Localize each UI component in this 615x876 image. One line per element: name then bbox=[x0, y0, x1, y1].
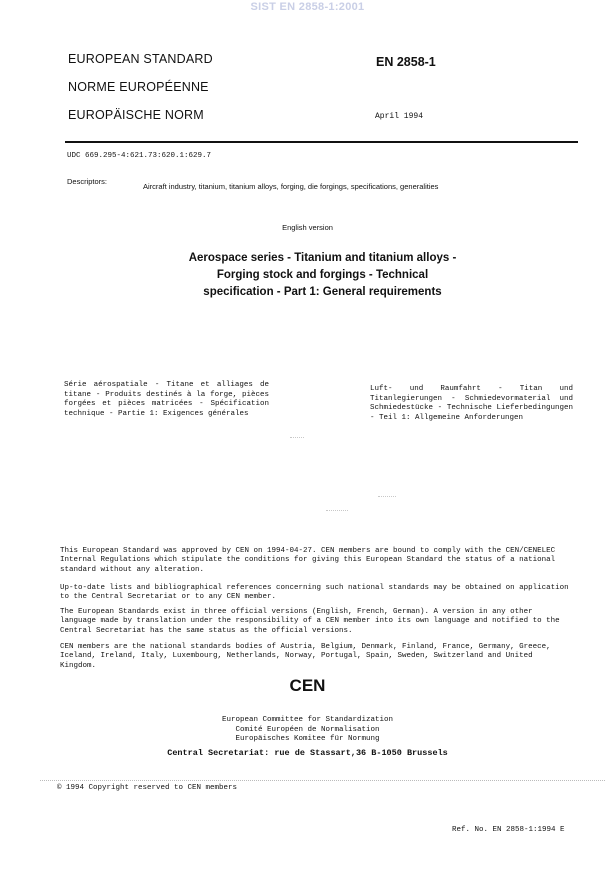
publication-date: April 1994 bbox=[375, 112, 424, 121]
central-secretariat: Central Secretariat: rue de Stassart,36 B-1050 Brussels bbox=[167, 748, 448, 758]
scan-speck bbox=[290, 437, 304, 438]
udc-code: UDC 669.295-4:621.73:620.1:629.7 bbox=[67, 152, 212, 160]
scan-speck bbox=[326, 510, 348, 511]
french-title: Série aérospatiale - Titane et alliages de titane - Produits destinés à la forge, pièces forgées et pièces matricées - Spécification technique - Partie 1: Exigences générales bbox=[64, 381, 269, 418]
approval-paragraph: This European Standard was approved by CEN on 1994-04-27. CEN members are bound to comply with the CEN/CENELEC Internal Regulations which stipulate the conditions for giving this European Standard the status of a national standard without any alteration. bbox=[60, 547, 556, 574]
versions-paragraph: The European Standards exist in three official versions (English, French, German). A version in any other language made by translation under the responsibility of a CEN member into its own language and notified to the Central Secretariat has the same status as the official versions. bbox=[60, 608, 560, 635]
cen-logo: CEN bbox=[289, 676, 326, 695]
members-paragraph: CEN members are the national standards bodies of Austria, Belgium, Denmark, Finland, France, Germany, Greece, Iceland, Ireland, Italy, Luxembourg, Netherlands, Norway, Portugal, Spain, Sweden, Switzerland and United Kingdom. bbox=[60, 643, 551, 670]
document-title bbox=[150, 250, 495, 301]
title-line: Forging stock and forgings - Technical bbox=[216, 269, 429, 281]
title-line: specification - Part 1: General requirements bbox=[203, 286, 442, 298]
header-europaische-norm: EUROPÄISCHE NORM bbox=[68, 108, 204, 122]
header-european-standard: EUROPEAN STANDARD bbox=[68, 52, 213, 66]
german-title: Luft- und Raumfahrt - Titan und Titanlegierungen - Schmiedevormaterial und Schmiedestücke - Technische Lieferbedingungen - Teil 1: Allgemeine Anforderungen bbox=[370, 385, 573, 422]
watermark: SIST EN 2858-1:2001 bbox=[250, 1, 365, 13]
header-rule bbox=[65, 141, 578, 143]
title-line: Aerospace series - Titanium and titanium alloys - bbox=[188, 252, 457, 264]
header-norme-europeenne: NORME EUROPÉENNE bbox=[68, 80, 209, 94]
org-name-en: European Committee for Standardization bbox=[221, 716, 394, 724]
cen-organization bbox=[0, 716, 615, 745]
copyright-notice: © 1994 Copyright reserved to CEN members bbox=[57, 784, 238, 792]
standard-number: EN 2858-1 bbox=[376, 55, 436, 69]
reference-number: Ref. No. EN 2858-1:1994 E bbox=[452, 826, 565, 834]
version-label: English version bbox=[282, 223, 333, 232]
descriptors-label: Descriptors: bbox=[67, 177, 108, 186]
org-name-de: Europäisches Komitee für Normung bbox=[235, 735, 380, 743]
org-name-fr: Comité Européen de Normalisation bbox=[235, 725, 380, 734]
descriptors-text: Aircraft industry, titanium, titanium alloys, forging, die forgings, specifications, generalities bbox=[143, 182, 439, 191]
footer-divider bbox=[40, 780, 605, 781]
references-paragraph: Up-to-date lists and bibliographical references concerning such national standards may be obtained on application to the Central Secretariat or to any CEN member. bbox=[60, 584, 569, 602]
scan-speck bbox=[378, 496, 396, 497]
